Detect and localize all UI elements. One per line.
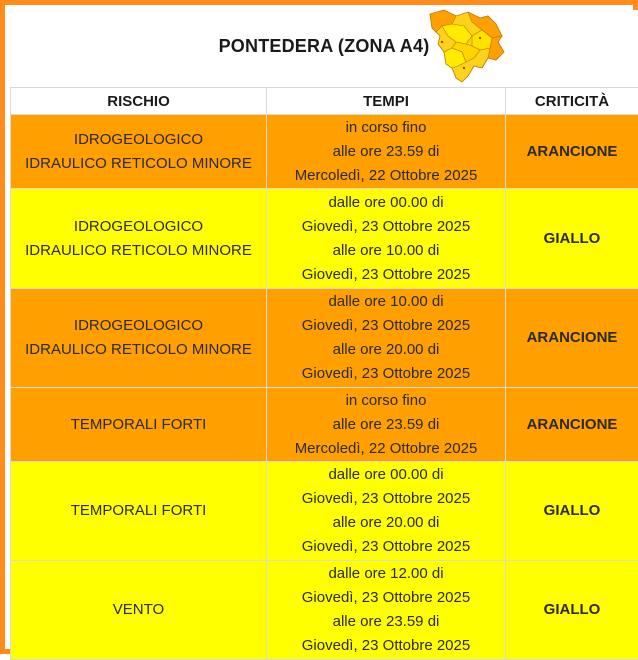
table-row [11, 462, 638, 561]
header-criticita: CRITICITÀ [506, 88, 638, 115]
tempi-line: Giovedì, 23 Ottobre 2025 [267, 263, 505, 287]
criticita-cell: ARANCIONE [506, 289, 638, 388]
title-area [10, 10, 638, 87]
rischio-line: IDRAULICO RETICOLO MINORE [11, 239, 266, 263]
rischio-cell [11, 115, 267, 189]
criticita-cell: GIALLO [506, 189, 638, 289]
tempi-line: alle ore 10.00 di [267, 239, 505, 263]
rischio-line: IDROGEOLOGICO [11, 215, 266, 239]
header-rischio: RISCHIO [11, 88, 267, 115]
table-row [11, 289, 638, 388]
tempi-line: dalle ore 00.00 di [267, 191, 505, 215]
tempi-line: alle ore 23.59 di [267, 610, 505, 634]
tempi-line: Giovedì, 23 Ottobre 2025 [267, 314, 505, 338]
tempi-line: alle ore 20.00 di [267, 338, 505, 362]
rischio-cell [11, 289, 267, 388]
alerts-table [10, 87, 638, 660]
rischio-line: IDRAULICO RETICOLO MINORE [11, 152, 266, 176]
rischio-cell [11, 189, 267, 289]
tempi-cell [267, 189, 506, 289]
tempi-line: dalle ore 00.00 di [267, 463, 505, 487]
rischio-line: IDRAULICO RETICOLO MINORE [11, 338, 266, 362]
table-row [11, 115, 638, 189]
tempi-cell [267, 289, 506, 388]
header-tempi: TEMPI [267, 88, 506, 115]
tempi-line: Giovedì, 23 Ottobre 2025 [267, 215, 505, 239]
tempi-cell [267, 115, 506, 189]
rischio-line: IDROGEOLOGICO [11, 314, 266, 338]
tempi-line: in corso fino [267, 389, 505, 413]
rischio-line: IDROGEOLOGICO [11, 128, 266, 152]
tempi-line: Giovedì, 23 Ottobre 2025 [267, 634, 505, 658]
tempi-line: alle ore 23.59 di [267, 413, 505, 437]
table-row [11, 388, 638, 462]
criticita-cell: ARANCIONE [506, 388, 638, 462]
rischio-cell [11, 388, 267, 462]
tempi-cell [267, 462, 506, 561]
tempi-line: dalle ore 10.00 di [267, 290, 505, 314]
rischio-line: TEMPORALI FORTI [11, 499, 266, 523]
rischio-cell [11, 462, 267, 561]
table-row [11, 561, 638, 660]
rischio-line: VENTO [11, 598, 266, 622]
tempi-line: Giovedì, 23 Ottobre 2025 [267, 487, 505, 511]
tempi-line: alle ore 23.59 di [267, 140, 505, 164]
criticita-cell: GIALLO [506, 561, 638, 660]
tempi-line: Mercoledì, 22 Ottobre 2025 [267, 437, 505, 461]
table-header-row [11, 88, 638, 115]
rischio-line: TEMPORALI FORTI [11, 413, 266, 437]
tempi-line: dalle ore 12.00 di [267, 562, 505, 586]
table-row [11, 189, 638, 289]
tempi-line: Giovedì, 23 Ottobre 2025 [267, 362, 505, 386]
tempi-cell [267, 388, 506, 462]
tempi-cell [267, 561, 506, 660]
tempi-line: Mercoledì, 22 Ottobre 2025 [267, 164, 505, 188]
tuscany-zone-map-icon [422, 8, 508, 86]
rischio-cell [11, 561, 267, 660]
tempi-line: Giovedì, 23 Ottobre 2025 [267, 535, 505, 559]
criticita-cell: GIALLO [506, 462, 638, 561]
zone-title: PONTEDERA (ZONA A4) [10, 36, 638, 57]
tempi-line: alle ore 20.00 di [267, 511, 505, 535]
tempi-line: in corso fino [267, 116, 505, 140]
criticita-cell: ARANCIONE [506, 115, 638, 189]
tempi-line: Giovedì, 23 Ottobre 2025 [267, 586, 505, 610]
